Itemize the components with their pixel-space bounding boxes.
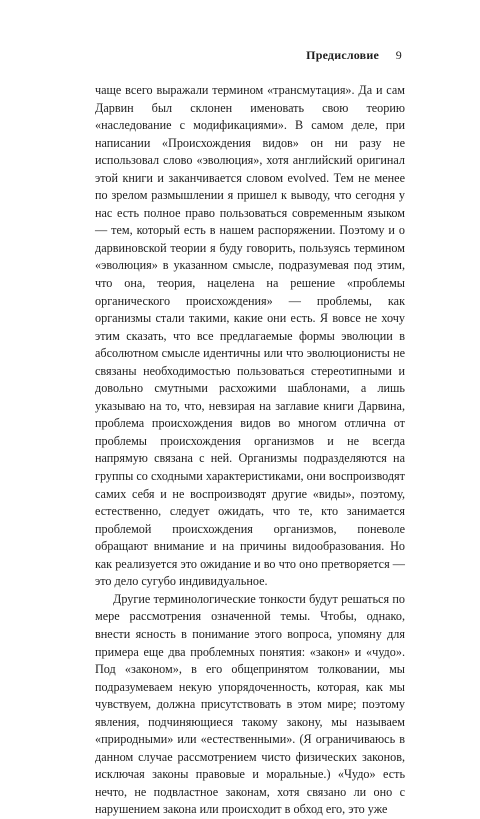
body-text bbox=[95, 82, 405, 819]
page-number: 9 bbox=[395, 48, 402, 62]
chapter-title: Предисловие bbox=[306, 48, 379, 62]
paragraph-1: чаще всего выражали термином «трансмутация». Да и сам Дарвин был склонен именовать свою теорию «наследование с модификациями». В самом деле, при написании «Происхождения видов» он ни разу не использовал слово «эволюция», хотя английский оригинал этой книги и заканчивается словом evolved. Тем не менее по зрелом размышлении я пришел к выводу, что сегодня у нас есть полное право пользоваться современным языком — тем, который есть в нашем распоряжении. Поэтому и о дарвиновской теории я буду говорить, пользуясь термином «эволюция» в указанном смысле, подразумевая под этим, что она, теория, нацелена на решение «проблемы органического происхождения» — проблемы, как организмы стали такими, какие они есть. Я вовсе не хочу этим сказать, что все предлагаемые формы эволюции в абсолютном смысле идентичны или что эволюционисты не связаны необходимостью пользоваться стереотипными и довольно смутными расхожими шаблонами, а лишь указываю на то, что, невзирая на заглавие книги Дарвина, проблема происхождения видов во многом отлична от проблемы происхождения организмов и не всегда напрямую связана с ней. Организмы подразделяются на группы со сходными характеристиками, они воспроизводят самих себя и не воспроизводят другие «виды», поэтому, естественно, следует ожидать, что те, кто занимается проблемой происхождения организмов, поневоле обращают внимание и на причины видообразования. Но как реализуется это ожидание и во что оно претворяется — это дело сугубо индивидуальное. bbox=[95, 83, 405, 589]
paragraph-2: Другие терминологические тонкости будут решаться по мере рассмотрения означенной темы. Чтобы, однако, внести ясность в понимание этого вопроса, упомяну для примера еще два проблемных понятия: «закон» и «чудо». Под «законом», в его общепринятом толковании, мы подразумеваем некую упорядоченность, которая, как мы чувствуем, должна присутствовать в этом мире; поэтому явления, подчиняющиеся такому закону, мы называем «природными» или «естественными». (Я ограничиваюсь в данном случае рассмотрением чисто физических законов, исключая законы правовые и моральные.) «Чудо» есть нечто, не подвластное законам, хотя связано ли оно с нарушением закона или происходит в обход его, это уже bbox=[95, 591, 405, 817]
